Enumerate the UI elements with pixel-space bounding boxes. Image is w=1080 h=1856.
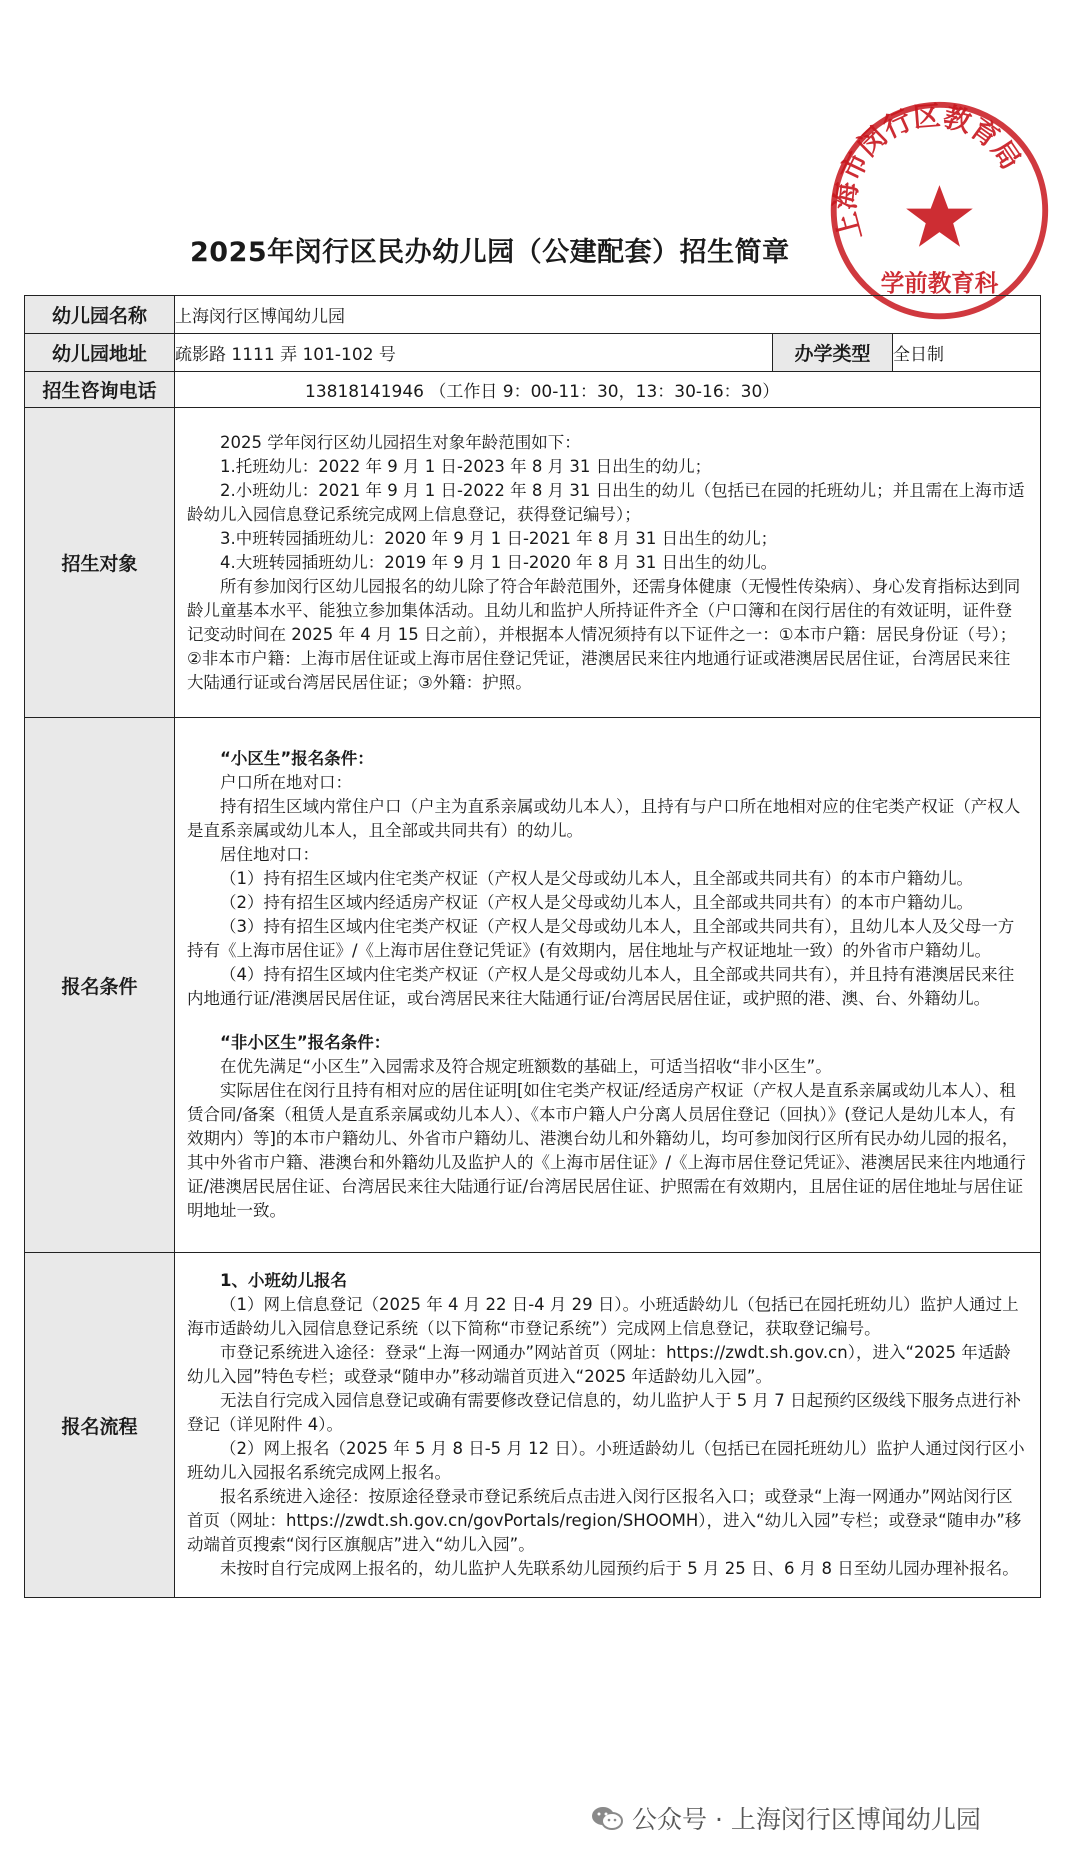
targets-para: 所有参加闵行区幼儿园报名的幼儿除了符合年龄范围外，还需身体健康（无慢性传染病）、身心发育指标达到同龄儿童基本水平、能独立参加集体活动。且幼儿和监护人所持证件齐全（户口簿和在闵行居住的有效证明，证件登记变动时间在 2025 年 4 月 15 日之前），并根据本人情况须持有以下证件之一：①本市户籍：居民身份证（号）；②非本市户籍：上海市居住证或上海市居住登记凭证，港澳居民来往内地通行证或港澳居民居住证，台湾居民来往大陆通行证或台湾居民居住证；③外籍：护照。: [187, 576, 1021, 692]
targets-para: 3.中班转园插班幼儿：2020 年 9 月 1 日-2021 年 8 月 31 日出生的幼儿；: [220, 528, 778, 548]
xqs-hukou: 户口所在地对口：: [220, 773, 352, 792]
seal-bottom-text: 学前教育科: [880, 268, 999, 297]
process-para: （2）网上报名（2025 年 5 月 8 日-5 月 12 日）。小班适龄幼儿（包括已在园托班幼儿）监护人通过闵行区小班幼儿入园报名系统完成网上报名。: [187, 1439, 1025, 1482]
page-title: 2025年闵行区民办幼儿园（公建配套）招生简章: [190, 237, 790, 268]
row-conditions: [25, 718, 1041, 1253]
process-heading: 1、小班幼儿报名: [220, 1271, 347, 1290]
wechat-icon: [590, 1805, 624, 1831]
targets-para: 1.托班幼儿：2022 年 9 月 1 日-2023 年 8 月 31 日出生的幼儿；: [220, 456, 712, 476]
fxqs-item: 实际居住在闵行且持有相对应的居住证明[如住宅类产权证/经适房产权证（产权人是直系亲属或幼儿本人）、租赁合同/备案（租赁人是直系亲属或幼儿本人）、《本市户籍人户分离人员居住登记（回执）》(登记人是幼儿本人，有效期内）等]的本市户籍幼儿、外省市户籍幼儿、港澳台幼儿和外籍幼儿，均可参加闵行区所有民办幼儿园的报名，其中外省市户籍、港澳台和外籍幼儿及监护人的《上海市居住证》/《上海市居住登记凭证》、港澳居民来往内地通行证/港澳居民居住证、台湾居民来往大陆通行证/台湾居民居住证、护照需在有效期内，且居住证的居住地址与居住证明地址一致。: [187, 1081, 1026, 1220]
row-name: [25, 296, 1041, 334]
xqs-hukou-text: 持有招生区域内常住户口（户主为直系亲属或幼儿本人），且持有与户口所在地相对应的住宅类产权证（产权人是直系亲属或幼儿本人，且全部或共同共有）的幼儿。: [187, 797, 1021, 840]
name-label: 幼儿园名称: [25, 296, 175, 334]
fxqs-item: 在优先满足“小区生”入园需求及符合规定班额数的基础上，可适当招收“非小区生”。: [220, 1057, 832, 1076]
type-label: 办学类型: [773, 334, 893, 372]
type-value: 全日制: [893, 334, 1041, 372]
process-para: （1）网上信息登记（2025 年 4 月 22 日-4 月 29 日）。小班适龄幼儿（包括已在园托班幼儿）监护人通过上海市适龄幼儿入园信息登记系统（以下简称“市登记系统”）完成网上信息登记，获取登记编号。: [187, 1295, 1019, 1338]
address-value: 疏影路 1111 弄 101-102 号: [175, 334, 773, 372]
xqs-juzhu: 居住地对口：: [220, 845, 319, 864]
name-value: 上海闵行区博闻幼儿园: [175, 296, 1041, 334]
fxqs-title: “非小区生”报名条件：: [220, 1033, 391, 1052]
phone-value: 13818141946 （工作日 9：00-11：30，13：30-16：30）: [175, 372, 1041, 408]
footer-text: 公众号 · 上海闵行区博闻幼儿园: [632, 1805, 981, 1834]
xqs-item: （3）持有招生区域内住宅类产权证（产权人是父母或幼儿本人，且全部或共同共有），且幼儿本人及父母一方持有《上海市居住证》/《上海市居住登记凭证》(有效期内，居住地址与产权证地址一致）的外省市户籍幼儿。: [187, 917, 1015, 960]
process-label: 报名流程: [25, 1253, 175, 1598]
row-targets: [25, 408, 1041, 718]
address-label: 幼儿园地址: [25, 334, 175, 372]
targets-para: 4.大班转园插班幼儿：2019 年 9 月 1 日-2020 年 8 月 31 日出生的幼儿。: [220, 552, 778, 572]
process-body: [175, 1261, 1040, 1589]
admission-table: [24, 295, 1041, 1598]
process-para: 市登记系统进入途径：登录“上海一网通办”网站首页（网址：https://zwdt.sh.gov.cn），进入“2025 年适龄幼儿入园”特色专栏；或登录“随申办”移动端首页进入“2025 年适龄幼儿入园”。: [187, 1343, 1011, 1386]
targets-label: 招生对象: [25, 408, 175, 718]
xqs-item: （1）持有招生区域内住宅类产权证（产权人是父母或幼儿本人，且全部或共同共有）的本市户籍幼儿。: [220, 869, 973, 888]
process-para: 无法自行完成入园信息登记或确有需要修改登记信息的，幼儿监护人于 5 月 7 日起预约区级线下服务点进行补登记（详见附件 4）。: [187, 1391, 1021, 1434]
process-para: 未按时自行完成网上报名的，幼儿监护人先联系幼儿园预约后于 5 月 25 日、6 月 8 日至幼儿园办理补报名。: [220, 1559, 1019, 1578]
targets-para: 2025 学年闵行区幼儿园招生对象年龄范围如下：: [220, 432, 581, 452]
footer: [590, 1800, 981, 1836]
targets-body: [175, 423, 1040, 703]
conditions-body: [175, 739, 1040, 1231]
seal-ring-text: 上海市闵行区教育局: [829, 99, 1027, 244]
targets-para: 2.小班幼儿：2021 年 9 月 1 日-2022 年 8 月 31 日出生的幼儿（包括已在园的托班幼儿；并且需在上海市适龄幼儿入园信息登记系统完成网上信息登记，获得登记编号）；: [187, 480, 1025, 524]
xqs-title: “小区生”报名条件：: [220, 749, 374, 768]
phone-label: 招生咨询电话: [25, 372, 175, 408]
row-address: [25, 334, 1041, 372]
conditions-label: 报名条件: [25, 718, 175, 1253]
row-phone: [25, 372, 1041, 408]
row-process: [25, 1253, 1041, 1598]
process-para: 报名系统进入途径：按原途径登录市登记系统后点击进入闵行区报名入口；或登录“上海一网通办”网站闵行区首页（网址：https://zwdt.sh.gov.cn/govPortals/region/SHOOMH），进入“幼儿入园”专栏；或登录“随申办”移动端首页搜索“闵行区旗舰店”进入“幼儿入园”。: [187, 1487, 1022, 1554]
xqs-item: （2）持有招生区域内经适房产权证（产权人是父母或幼儿本人，且全部或共同共有）的本市户籍幼儿。: [220, 893, 973, 912]
xqs-item: （4）持有招生区域内住宅类产权证（产权人是父母或幼儿本人，且全部或共同共有），并且持有港澳居民来往内地通行证/港澳居民居住证，或台湾居民来往大陆通行证/台湾居民居住证，或护照的港、澳、台、外籍幼儿。: [187, 965, 1015, 1008]
star-icon: [906, 185, 973, 247]
